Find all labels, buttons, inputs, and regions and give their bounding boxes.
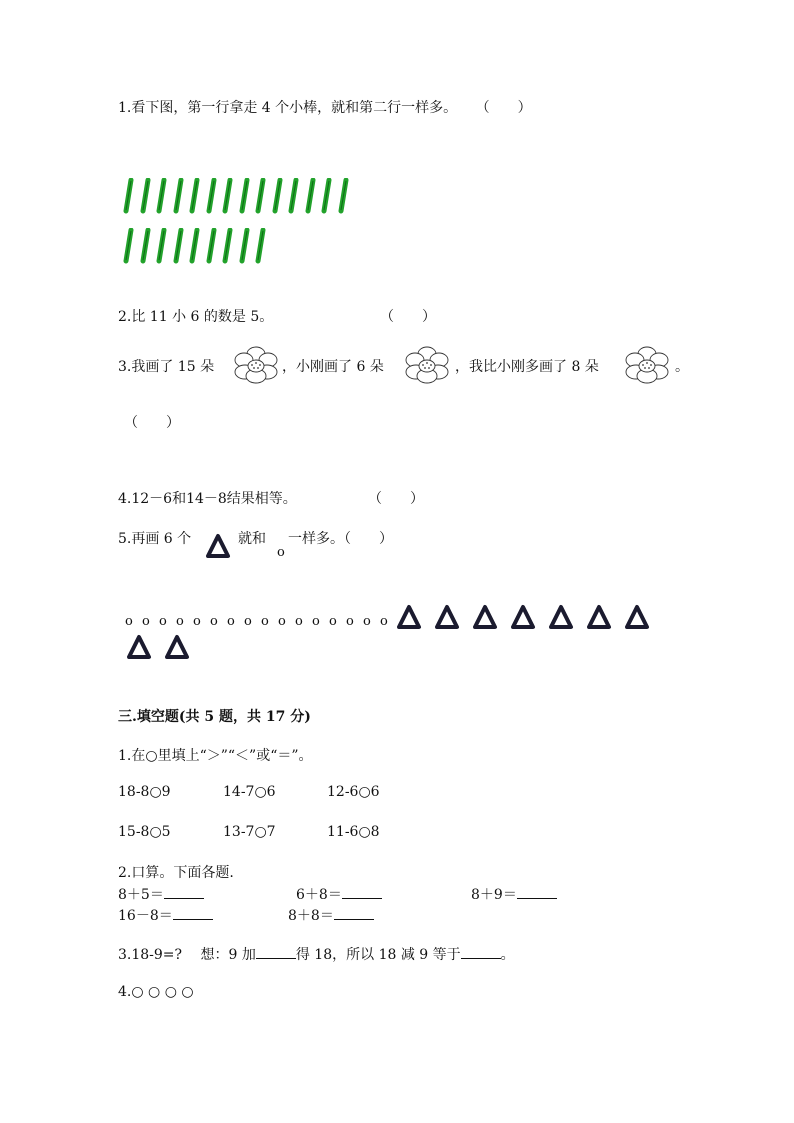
fill2-item — [296, 884, 382, 904]
stick-icon — [287, 178, 301, 214]
triangle-icon — [396, 604, 422, 630]
fill2-item — [471, 884, 557, 904]
fill1-item[interactable]: 14-7○6 — [223, 784, 276, 800]
flower-icon — [623, 345, 671, 385]
fill1-item[interactable]: 11-6○8 — [327, 824, 380, 840]
stick-icon — [172, 228, 186, 264]
fill3-part1: 3.18-9=? 想：9 加 — [118, 947, 256, 963]
fill3-text — [118, 944, 515, 964]
stick-icon — [254, 178, 268, 214]
q5-part3[interactable]: 一样多。（ ） — [288, 531, 393, 547]
stick-icon — [221, 178, 235, 214]
stick-icon — [172, 178, 186, 214]
circle-icon: o — [312, 614, 320, 629]
stick-icon — [188, 178, 202, 214]
q1-statement: 1.看下图，第一行拿走 4 个小棒，就和第二行一样多。 — [118, 100, 458, 116]
circle-icon: o — [277, 545, 285, 560]
q3-part4: 。 — [675, 359, 689, 375]
fill2-title: 2.口算。下面各题. — [118, 865, 234, 881]
fill2-expression: 8＋5＝ — [118, 887, 164, 903]
q1-text — [118, 97, 532, 117]
q1-answer-paren[interactable]: （ ） — [475, 100, 532, 116]
fill1-title: 1.在○里填上“＞”“＜”或“＝”。 — [118, 748, 313, 764]
answer-blank[interactable] — [164, 886, 204, 899]
fill2-item — [118, 905, 213, 925]
stick-icon — [122, 228, 136, 264]
fill1-item[interactable]: 13-7○7 — [223, 824, 276, 840]
q2-answer-paren[interactable]: （ ） — [380, 309, 436, 325]
triangle-icon — [126, 634, 152, 660]
answer-blank[interactable] — [517, 886, 557, 899]
circle-icon: o — [193, 614, 201, 629]
triangle-icon — [472, 604, 498, 630]
stick-icon — [205, 228, 219, 264]
fill2-item — [118, 884, 204, 904]
circle-icon: o — [380, 614, 388, 629]
circle-icon: o — [244, 614, 252, 629]
q2-statement: 2.比 11 小 6 的数是 5。 — [118, 309, 274, 325]
triangle-icon — [164, 634, 190, 660]
circle-icon: o — [159, 614, 167, 629]
stick-icon — [320, 178, 334, 214]
fill2-item — [288, 905, 374, 925]
stick-icon — [139, 178, 153, 214]
circle-icon: o — [261, 614, 269, 629]
circle-icon: o — [176, 614, 184, 629]
stick-icon — [337, 178, 351, 214]
fill2-expression: 8＋8＝ — [288, 908, 334, 924]
q3-answer-paren[interactable]: （ ） — [124, 415, 180, 431]
q4-answer-paren[interactable]: （ ） — [368, 491, 424, 507]
q3-part1: 3.我画了 15 朵 — [118, 359, 215, 375]
fill1-item[interactable]: 18-8○9 — [118, 784, 171, 800]
circle-icon: o — [210, 614, 218, 629]
stick-icon — [139, 228, 153, 264]
stick-icon — [271, 178, 285, 214]
fill1-item[interactable]: 12-6○6 — [327, 784, 380, 800]
circle-icon: o — [142, 614, 150, 629]
triangle-icon — [434, 604, 460, 630]
flower-icon — [232, 345, 280, 385]
q5-part1: 5.再画 6 个 — [118, 531, 192, 547]
answer-blank[interactable] — [334, 907, 374, 920]
stick-icon — [238, 178, 252, 214]
fill3-part2: 得 18，所以 18 减 9 等于 — [295, 947, 461, 963]
answer-blank[interactable] — [342, 886, 382, 899]
stick-icon — [221, 228, 235, 264]
triangle-icon — [548, 604, 574, 630]
stick-icon — [122, 178, 136, 214]
circle-icon: o — [125, 614, 133, 629]
triangle-icon — [586, 604, 612, 630]
triangle-icon — [205, 533, 231, 559]
stick-icon — [304, 178, 318, 214]
circle-icon: o — [363, 614, 371, 629]
stick-icon — [205, 178, 219, 214]
flower-icon — [403, 345, 451, 385]
fill1-item[interactable]: 15-8○5 — [118, 824, 171, 840]
triangle-icon — [510, 604, 536, 630]
q3-part2: ，小刚画了 6 朵 — [282, 359, 384, 375]
answer-blank[interactable] — [256, 946, 296, 959]
circle-icon: o — [346, 614, 354, 629]
stick-icon — [155, 228, 169, 264]
circle-icon: o — [278, 614, 286, 629]
fill4-text: 4.○ ○ ○ ○ — [118, 984, 194, 1000]
fill2-expression: 16－8＝ — [118, 908, 173, 924]
triangle-icon — [624, 604, 650, 630]
stick-icon — [155, 178, 169, 214]
circle-icon: o — [227, 614, 235, 629]
stick-icon — [254, 228, 268, 264]
answer-blank[interactable] — [173, 907, 213, 920]
q2-text — [118, 306, 273, 326]
section3-title: 三.填空题(共 5 题，共 17 分) — [118, 709, 311, 725]
q4-statement: 4.12－6和14－8结果相等。 — [118, 491, 297, 507]
fill3-part3: 。 — [500, 947, 515, 963]
answer-blank[interactable] — [461, 946, 501, 959]
fill2-expression: 8＋9＝ — [471, 887, 517, 903]
circle-icon: o — [329, 614, 337, 629]
fill2-expression: 6＋8＝ — [296, 887, 342, 903]
q5-part2: 就和 — [238, 531, 266, 547]
circle-icon: o — [295, 614, 303, 629]
q3-part3: ，我比小刚多画了 8 朵 — [455, 359, 599, 375]
stick-icon — [188, 228, 202, 264]
stick-icon — [238, 228, 252, 264]
